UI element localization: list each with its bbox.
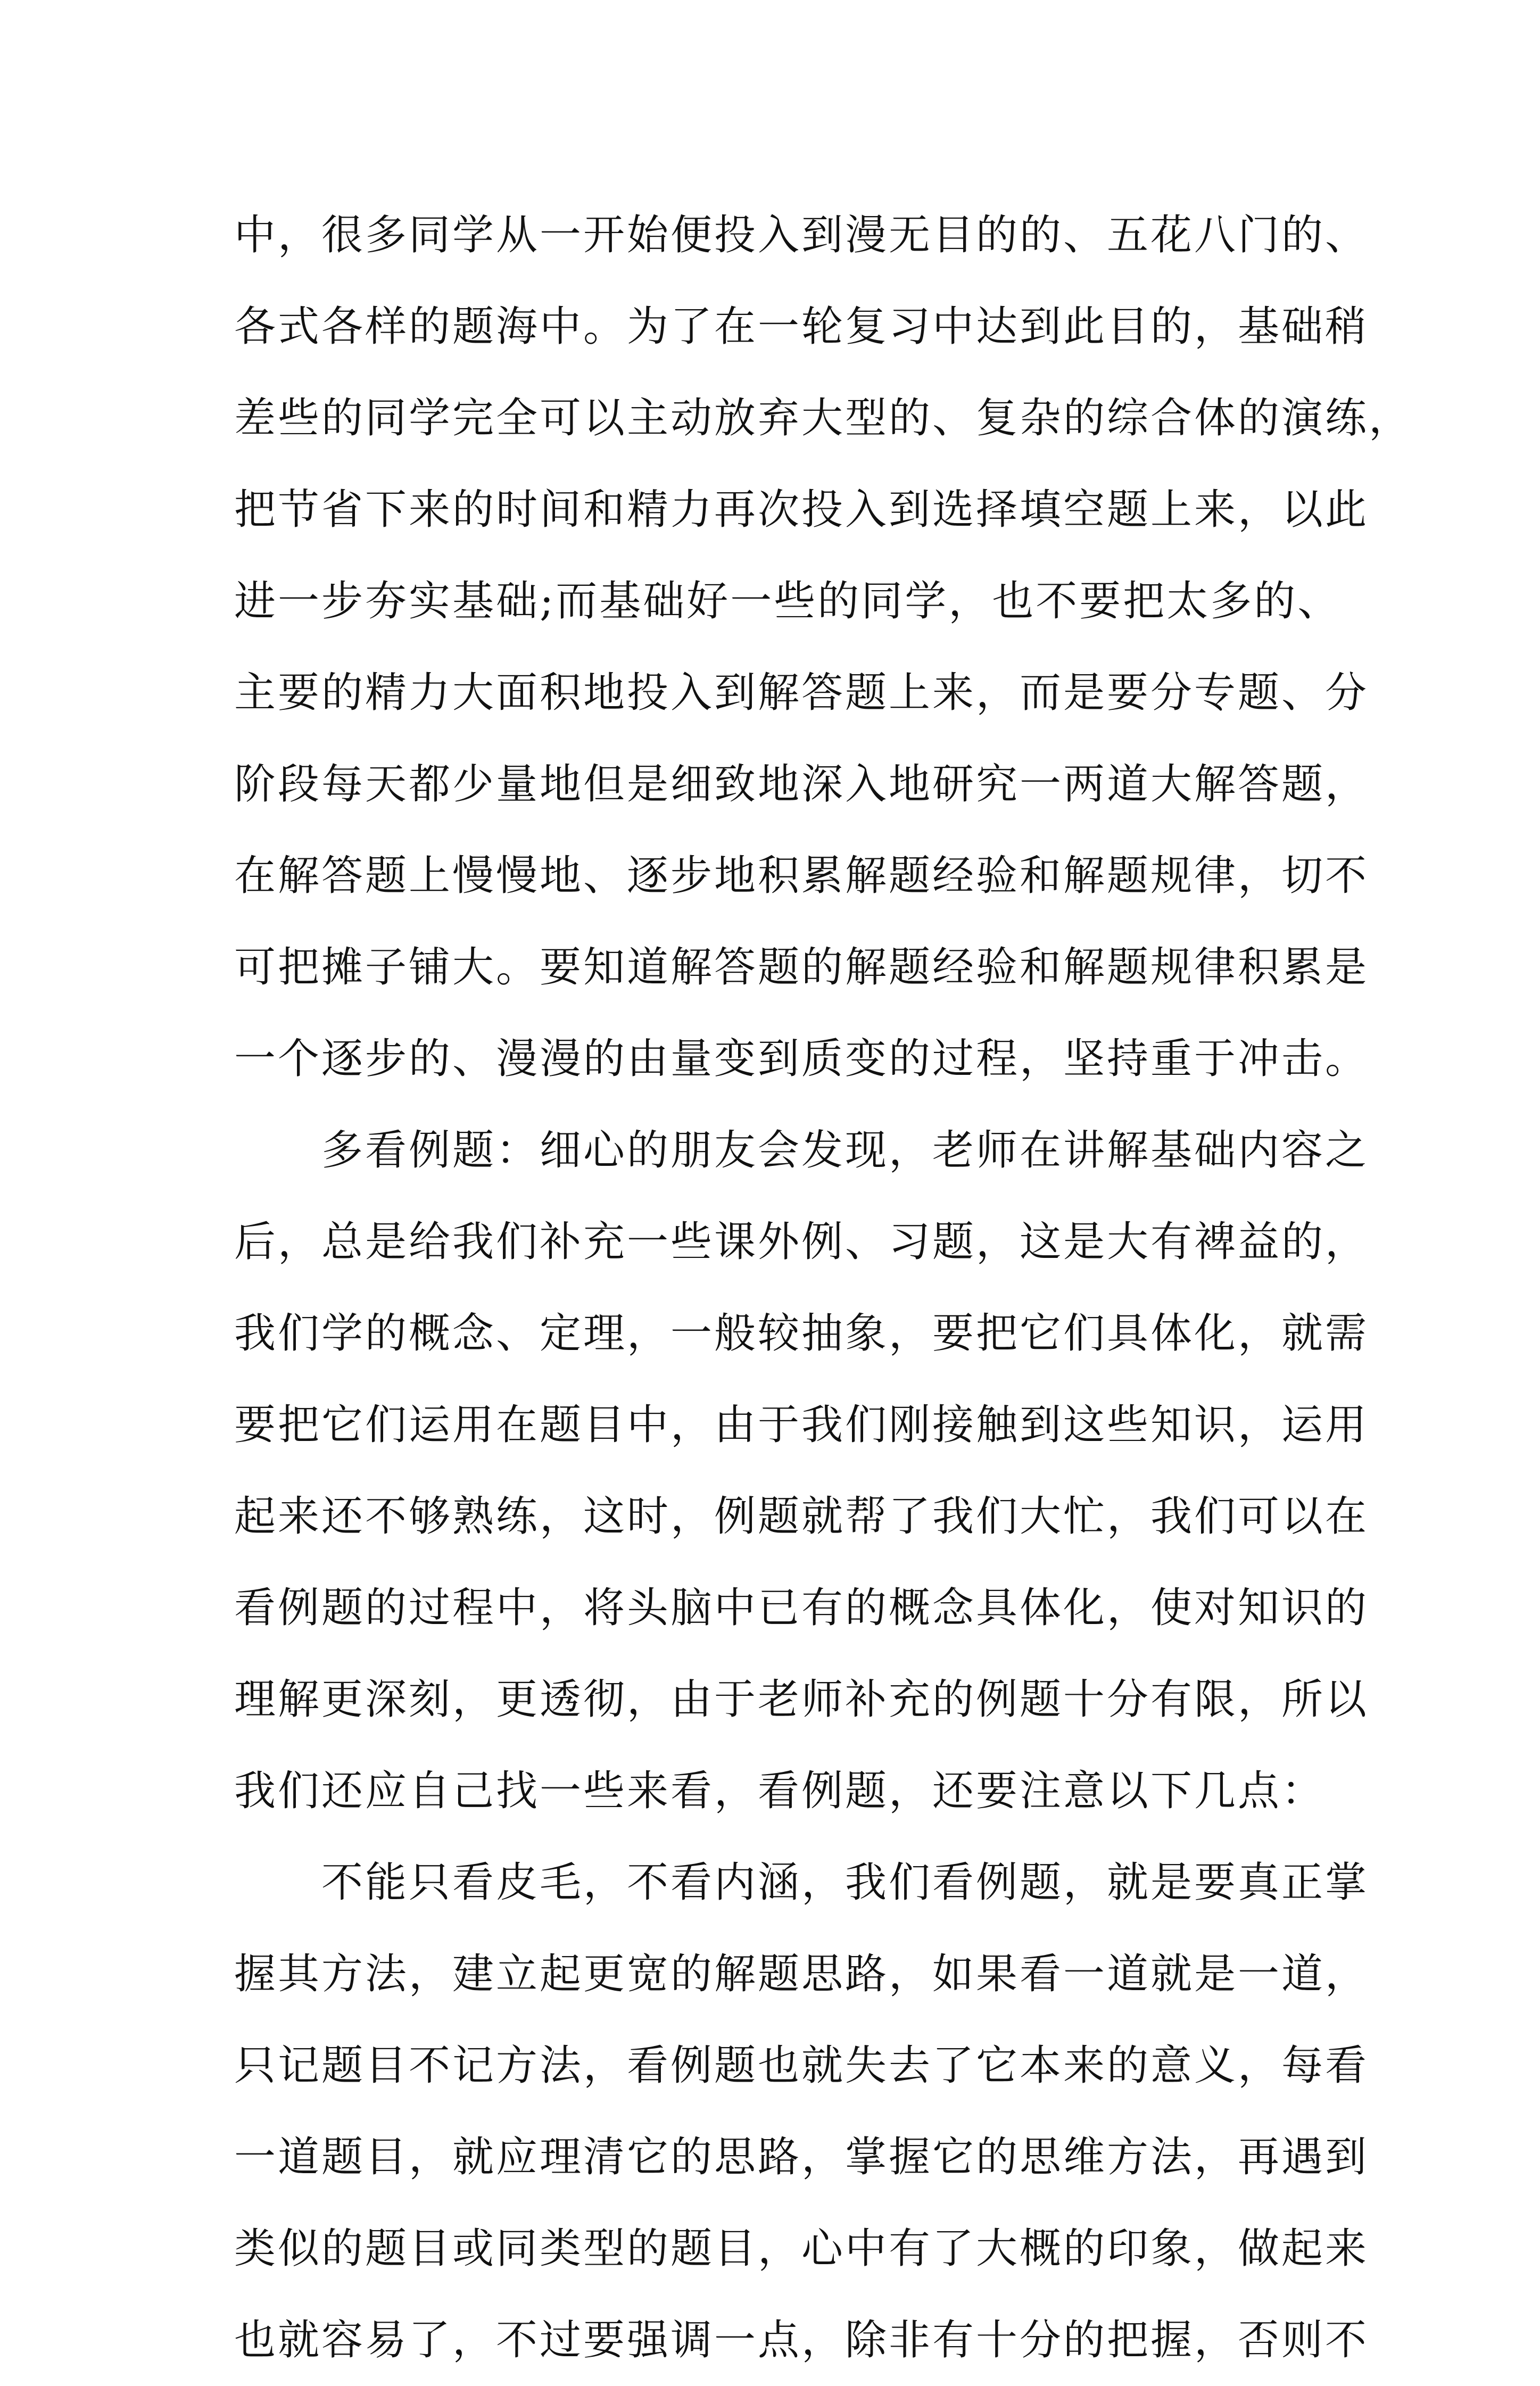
text-line: 主要的精力大面积地投入到解答题上来，而是要分专题、分 [234, 669, 1369, 717]
text-line: 要把它们运用在题目中，由于我们刚接触到这些知识，运用 [234, 1401, 1369, 1449]
body-text [234, 189, 1413, 2386]
text-line: 一个逐步的、漫漫的由量变到质变的过程，坚持重于冲击。 [234, 1035, 1369, 1083]
text-line: 我们还应自己找一些来看，看例题，还要注意以下几点： [234, 1767, 1326, 1815]
text-line: 进一步夯实基础;而基础好一些的同学，也不要把太多的、 [234, 577, 1342, 625]
text-line: 理解更深刻，更透彻，由于老师补充的例题十分有限，所以 [234, 1676, 1369, 1724]
text-line: 各式各样的题海中。为了在一轮复习中达到此目的，基础稍 [234, 303, 1369, 351]
text-line: 多看例题：细心的朋友会发现，老师在讲解基础内容之 [234, 1126, 1369, 1174]
text-line: 后，总是给我们补充一些课外例、习题，这是大有裨益的， [234, 1218, 1369, 1266]
text-line: 不能只看皮毛，不看内涵，我们看例题，就是要真正掌 [234, 1859, 1369, 1907]
text-line: 我们学的概念、定理，一般较抽象，要把它们具体化，就需 [234, 1310, 1369, 1357]
text-line: 中，很多同学从一开始便投入到漫无目的的、五花八门的、 [234, 211, 1369, 259]
text-line: 一道题目，就应理清它的思路，掌握它的思维方法，再遇到 [234, 2133, 1369, 2181]
text-line: 起来还不够熟练，这时，例题就帮了我们大忙，我们可以在 [234, 1493, 1369, 1540]
text-line: 看例题的过程中，将头脑中已有的概念具体化，使对知识的 [234, 1584, 1369, 1632]
text-line: 只记题目不记方法，看例题也就失去了它本来的意义，每看 [234, 2042, 1369, 2090]
text-line: 把节省下来的时间和精力再次投入到选择填空题上来，以此 [234, 486, 1369, 534]
text-line: 阶段每天都少量地但是细致地深入地研究一两道大解答题， [234, 760, 1369, 808]
text-line: 可把摊子铺大。要知道解答题的解题经验和解题规律积累是 [234, 943, 1369, 991]
text-line: 也就容易了，不过要强调一点，除非有十分的把握，否则不 [234, 2316, 1369, 2364]
text-line: 类似的题目或同类型的题目，心中有了大概的印象，做起来 [234, 2225, 1369, 2273]
text-line: 握其方法，建立起更宽的解题思路，如果看一道就是一道， [234, 1950, 1369, 1998]
text-line: 差些的同学完全可以主动放弃大型的、复杂的综合体的演练， [234, 394, 1413, 442]
text-line: 在解答题上慢慢地、逐步地积累解题经验和解题规律，切不 [234, 852, 1369, 900]
